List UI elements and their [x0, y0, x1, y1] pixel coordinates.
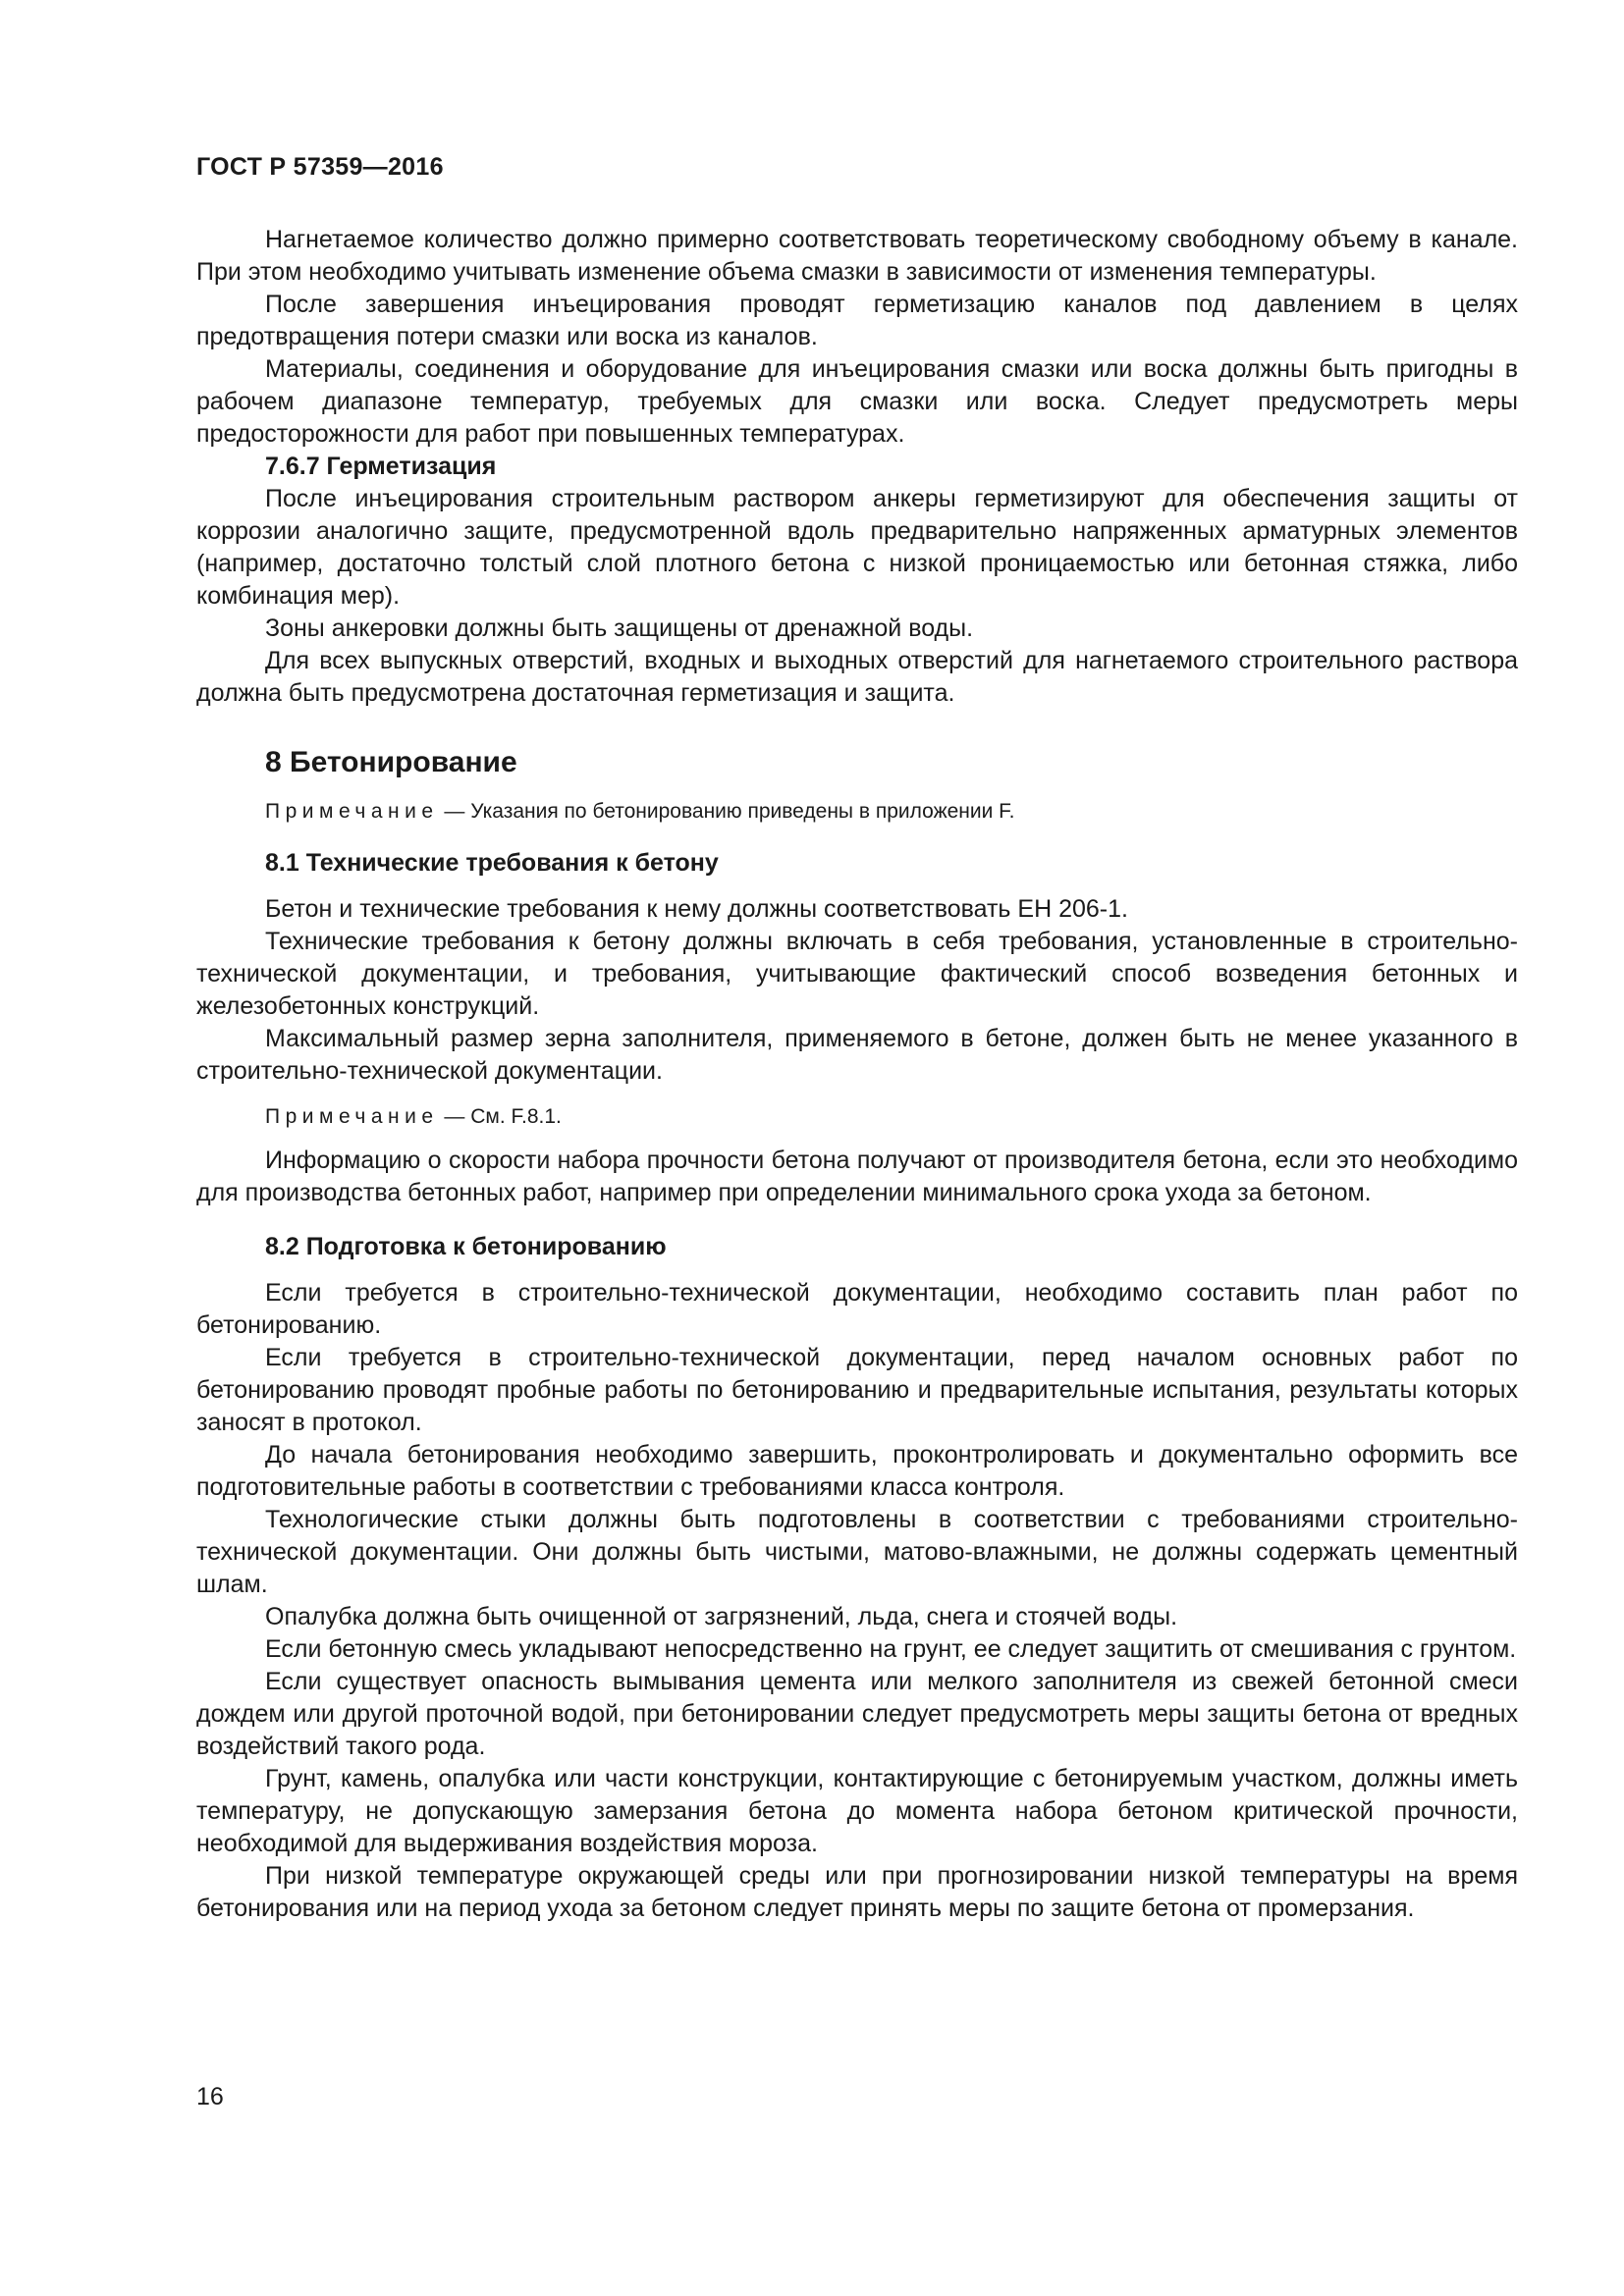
paragraph: Если требуется в строительно-технической документации, необходимо составить план работ по бетонированию. [196, 1279, 1518, 1339]
note-label: Примечание [265, 800, 439, 823]
paragraph: Максимальный размер зерна заполнителя, применяемого в бетоне, должен быть не менее указанного в строительно-технической документации. [196, 1025, 1518, 1085]
note [196, 798, 1518, 826]
paragraph: Грунт, камень, опалубка или части конструкции, контактирующие с бетонируемым участком, должны иметь температуру, не допускающую замерзания бетона до момента набора бетоном критической прочности, необходимой для выдерживания воздействия мороза. [196, 1765, 1518, 1857]
paragraph: Если существует опасность вымывания цемента или мелкого заполнителя из свежей бетонной смеси дождем или другой проточной водой, при бетонировании следует предусмотреть меры защиты бетона от вредных воздействий такого рода. [196, 1668, 1518, 1760]
paragraph: Технические требования к бетону должны включать в себя требования, установленные в строительно-технической документации, и требования, учитывающие фактический способ возведения бетонных и железобетонных конструкций. [196, 928, 1518, 1020]
section-heading-8: 8 Бетонирование [265, 746, 517, 778]
document-body [196, 224, 1518, 1925]
paragraph: Для всех выпускных отверстий, входных и выходных отверстий для нагнетаемого строительного раствора должна быть предусмотрена достаточная герметизация и защита. [196, 647, 1518, 707]
paragraph: Нагнетаемое количество должно примерно соответствовать теоретическому свободному объему в канале. При этом необходимо учитывать изменение объема смазки в зависимости от изменения температуры. [196, 226, 1518, 286]
paragraph: Бетон и технические требования к нему должны соответствовать ЕН 206-1. [265, 895, 1128, 923]
paragraph: Материалы, соединения и оборудование для инъецирования смазки или воска должны быть пригодны в рабочем диапазоне температур, требуемых для смазки или воска. Следует предусмотреть меры предосторожности для работ при повышенных температурах. [196, 355, 1518, 448]
paragraph: Опалубка должна быть очищенной от загрязнений, льда, снега и стоячей воды. [265, 1603, 1178, 1630]
paragraph: Если бетонную смесь укладывают непосредственно на грунт, ее следует защитить от смешивания с грунтом. [265, 1635, 1517, 1663]
paragraph: После инъецирования строительным раствором анкеры герметизируют для обеспечения защиты от коррозии аналогично защите, предусмотренной вдоль предварительно напряженных арматурных элементов (например, достаточно толстый слой плотного бетона с низкой проницаемостью или бетонная стяжка, либо комбинация мер). [196, 485, 1518, 610]
note-text: — См. F.8.1. [438, 1105, 562, 1128]
paragraph: До начала бетонирования необходимо завершить, проконтролировать и документально оформить все подготовительные работы в соответствии с требованиями класса контроля. [196, 1441, 1518, 1501]
paragraph: При низкой температуре окружающей среды или при прогнозировании низкой температуры на время бетонирования или на период ухода за бетоном следует принять меры по защите бетона от промерзания. [196, 1862, 1518, 1922]
note [196, 1103, 1518, 1131]
subsection-heading-7-6-7: 7.6.7 Герметизация [265, 453, 497, 480]
paragraph: Если требуется в строительно-технической документации, перед началом основных работ по бетонированию проводят пробные работы по бетонированию и предварительные испытания, результаты которых заносят в протокол. [196, 1344, 1518, 1436]
standard-code-header: ГОСТ Р 57359—2016 [196, 153, 444, 181]
subsection-heading-8-2: 8.2 Подготовка к бетонированию [265, 1233, 667, 1260]
paragraph: После завершения инъецирования проводят герметизацию каналов под давлением в целях предотвращения потери смазки или воска из каналов. [196, 291, 1518, 350]
subsection-heading-8-1: 8.1 Технические требования к бетону [265, 849, 719, 877]
note-label: Примечание [265, 1105, 439, 1128]
document-page [196, 0, 1518, 2296]
paragraph: Технологические стыки должны быть подготовлены в соответствии с требованиями строительно-технической документации. Они должны быть чистыми, матово-влажными, не должны содержать цементный шлам. [196, 1506, 1518, 1598]
paragraph: Информацию о скорости набора прочности бетона получают от производителя бетона, если это необходимо для производства бетонных работ, например при определении минимального срока ухода за бетоном. [196, 1147, 1518, 1206]
page-number: 16 [196, 2083, 224, 2110]
paragraph: Зоны анкеровки должны быть защищены от дренажной воды. [265, 614, 974, 642]
note-text: — Указания по бетонированию приведены в приложении F. [438, 800, 1015, 823]
